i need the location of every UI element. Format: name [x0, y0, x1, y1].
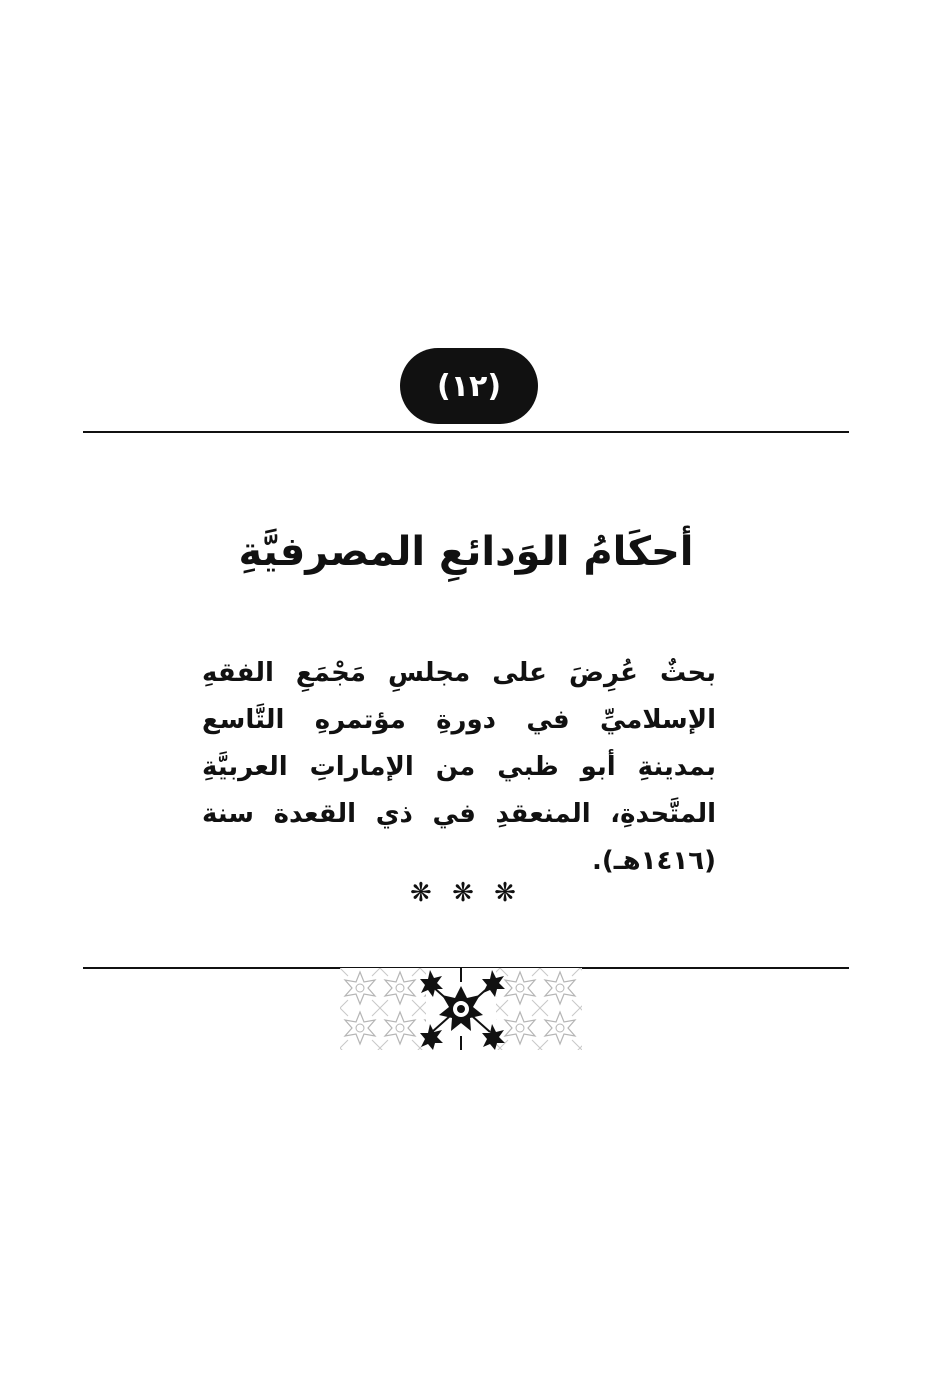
chapter-description: بحثٌ عُرِضَ على مجلسِ مَجْمَعِ الفقهِ الإسلاميِّ في دورةِ مؤتمرهِ التَّاسع بمدينةِ أبو ظبي من الإماراتِ العربيَّةِ المتَّحدةِ، المنعقدِ في ذي القعدة سنة (١٤١٦هـ).	[202, 658, 716, 876]
top-divider	[83, 431, 849, 433]
chapter-title: أحكَامُ الوَدائعِ المصرفيَّةِ	[238, 529, 694, 575]
chapter-number: (١٢)	[436, 368, 502, 404]
geometric-star-ornament-icon	[340, 968, 582, 1050]
chapter-number-badge	[400, 348, 538, 424]
dark-star-panel	[420, 968, 505, 1050]
asterism-separator: ❋ ❋ ❋	[410, 878, 522, 908]
